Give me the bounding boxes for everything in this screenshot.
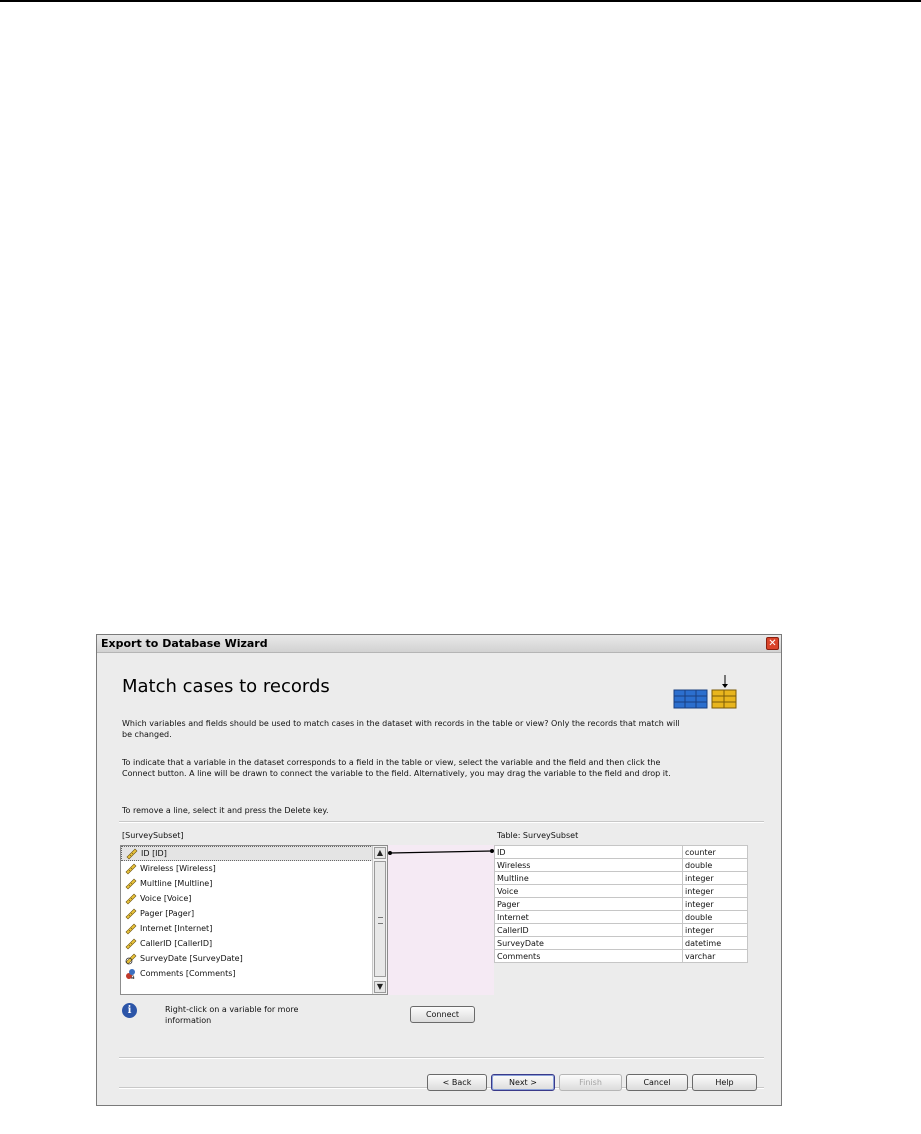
variable-item[interactable] xyxy=(121,906,387,921)
string-nominal-icon xyxy=(125,968,137,980)
cancel-button[interactable]: Cancel xyxy=(626,1074,688,1091)
instructions-paragraph-3: To remove a line, select it and press the Delete key. xyxy=(122,806,329,815)
variable-label: Internet [Internet] xyxy=(140,924,213,933)
field-type: counter xyxy=(683,846,748,859)
field-name: Multline xyxy=(495,872,683,885)
variable-item[interactable] xyxy=(121,921,387,936)
ruler-icon xyxy=(125,863,137,875)
ruler-icon xyxy=(126,848,138,860)
table-label: Table: SurveySubset xyxy=(497,831,579,840)
variable-item[interactable] xyxy=(121,876,387,891)
variable-label: Pager [Pager] xyxy=(140,909,195,918)
field-row[interactable] xyxy=(495,950,748,963)
field-type: datetime xyxy=(683,937,748,950)
export-wizard-dialog xyxy=(96,634,782,1106)
field-name: Voice xyxy=(495,885,683,898)
variable-list-scrollbar[interactable] xyxy=(372,846,387,994)
field-name: Pager xyxy=(495,898,683,911)
ruler-icon xyxy=(125,893,137,905)
field-name: SurveyDate xyxy=(495,937,683,950)
svg-text:a: a xyxy=(131,973,135,980)
variable-label: Wireless [Wireless] xyxy=(140,864,216,873)
instructions-paragraph-1: Which variables and fields should be used to match cases in the dataset with records in the table or view? Only the records that match will be changed. xyxy=(122,719,680,739)
field-type: integer xyxy=(683,885,748,898)
variable-item[interactable] xyxy=(121,846,387,861)
field-type: varchar xyxy=(683,950,748,963)
window-title: Export to Database Wizard xyxy=(101,637,268,650)
field-row[interactable] xyxy=(495,885,748,898)
variable-item[interactable] xyxy=(121,936,387,951)
field-type: double xyxy=(683,911,748,924)
next-button[interactable]: Next > xyxy=(491,1074,555,1091)
field-name: Internet xyxy=(495,911,683,924)
field-row[interactable] xyxy=(495,872,748,885)
variable-item[interactable] xyxy=(121,966,387,981)
field-row[interactable] xyxy=(495,924,748,937)
field-row[interactable] xyxy=(495,911,748,924)
variable-label: SurveyDate [SurveyDate] xyxy=(140,954,243,963)
ruler-icon xyxy=(125,923,137,935)
field-name: Comments xyxy=(495,950,683,963)
connect-button[interactable]: Connect xyxy=(410,1006,475,1023)
field-name: Wireless xyxy=(495,859,683,872)
database-tables-icon xyxy=(672,673,738,713)
variable-label: ID [ID] xyxy=(141,849,167,858)
variable-label: Comments [Comments] xyxy=(140,969,236,978)
variable-label: Voice [Voice] xyxy=(140,894,192,903)
close-button[interactable]: ✕ xyxy=(766,637,779,650)
ruler-icon xyxy=(125,908,137,920)
ruler-icon xyxy=(125,938,137,950)
variable-label: CallerID [CallerID] xyxy=(140,939,213,948)
title-bar[interactable] xyxy=(97,635,781,653)
field-name: ID xyxy=(495,846,683,859)
info-icon: i xyxy=(122,1003,137,1018)
variable-label: Multline [Multline] xyxy=(140,879,213,888)
finish-button: Finish xyxy=(559,1074,622,1091)
dataset-label: [SurveySubset] xyxy=(122,831,184,840)
page-title: Match cases to records xyxy=(122,676,330,697)
connection-line[interactable] xyxy=(388,845,494,865)
info-text: Right-click on a variable for more information xyxy=(165,1005,299,1025)
scroll-down-button[interactable]: ▼ xyxy=(374,981,386,993)
field-row[interactable] xyxy=(495,846,748,859)
field-table[interactable] xyxy=(494,845,748,963)
help-button[interactable]: Help xyxy=(692,1074,757,1091)
field-type: integer xyxy=(683,924,748,937)
field-type: integer xyxy=(683,898,748,911)
field-row[interactable] xyxy=(495,937,748,950)
variable-item[interactable] xyxy=(121,951,387,966)
separator xyxy=(119,1057,764,1059)
instructions-paragraph-2: To indicate that a variable in the dataset corresponds to a field in the table or view, select the variable and the field and then click the Connect button. A line will be drawn to connect the variable to the field. Alternatively, you may drag the variable to the field and drop it. xyxy=(122,758,671,778)
back-button[interactable]: < Back xyxy=(427,1074,487,1091)
date-scale-icon xyxy=(125,953,137,965)
ruler-icon xyxy=(125,878,137,890)
scroll-thumb[interactable] xyxy=(374,861,386,977)
connection-panel[interactable] xyxy=(388,845,494,995)
variable-list[interactable] xyxy=(120,845,388,995)
variable-item[interactable] xyxy=(121,861,387,876)
field-name: CallerID xyxy=(495,924,683,937)
field-row[interactable] xyxy=(495,898,748,911)
field-type: integer xyxy=(683,872,748,885)
page-top-rule xyxy=(0,0,921,2)
field-row[interactable] xyxy=(495,859,748,872)
field-type: double xyxy=(683,859,748,872)
scroll-up-button[interactable]: ▲ xyxy=(374,847,386,859)
variable-item[interactable] xyxy=(121,891,387,906)
separator xyxy=(119,821,764,823)
